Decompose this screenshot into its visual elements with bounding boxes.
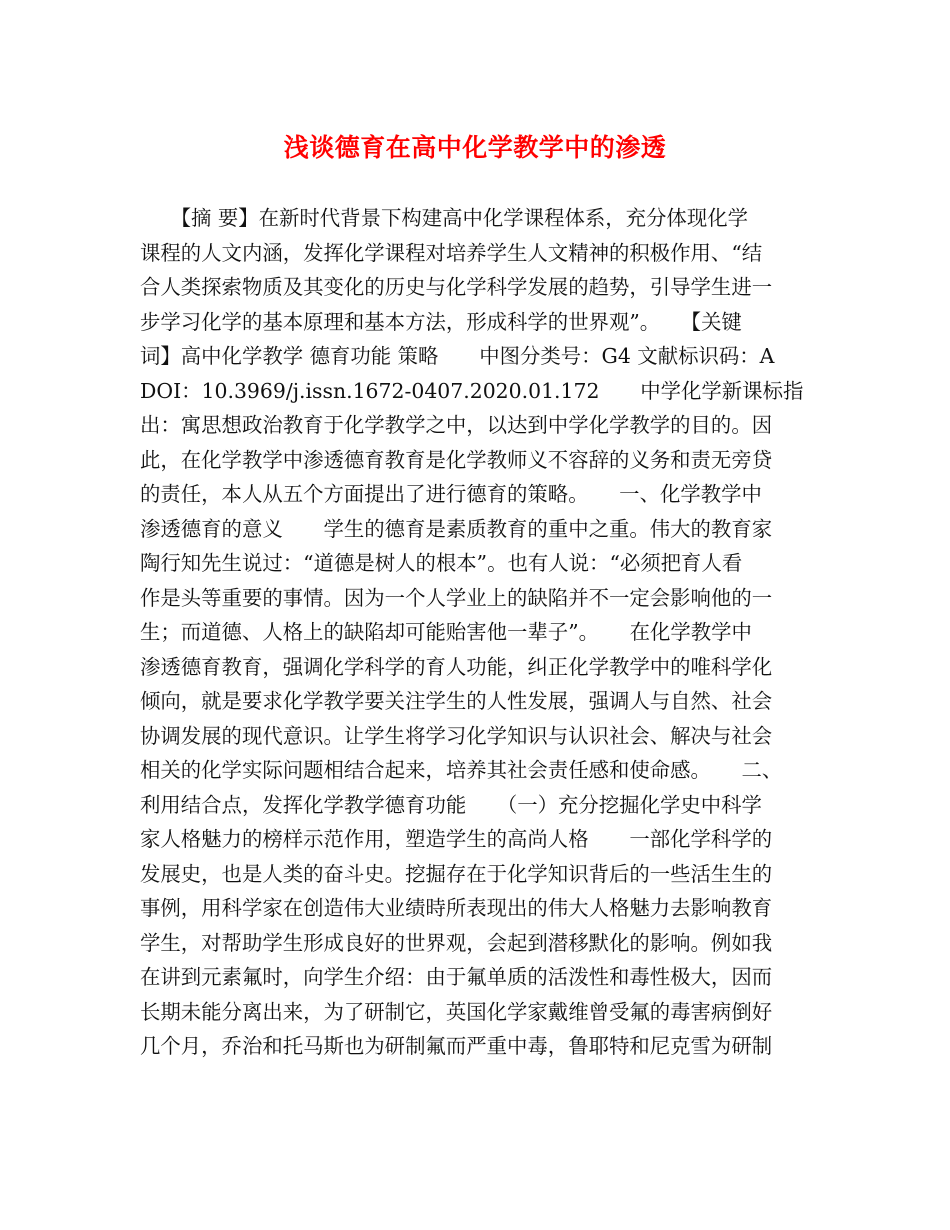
body-text-line: 作是头等重要的事情。因为一个人学业上的缺陷并不一定会影响他的一 [140, 585, 773, 610]
body-text-line: 协调发展的现代意识。让学生将学习化学知识与认识社会、解决与社会 [140, 723, 773, 748]
body-text-line: 词】高中化学教学 德育功能 策略 中图分类号：G4 文献标识码：A [140, 344, 775, 368]
body-text-line: 的责任，本人从五个方面提出了进行德育的策略。 一、化学教学中 [140, 482, 762, 506]
body-text-line: 课程的人文内涵，发挥化学课程对培养学生人文精神的积极作用、“结 [140, 240, 763, 265]
body-text-line: 【摘 要】在新时代背景下构建高中化学课程体系，充分体现化学 [140, 206, 748, 230]
body-text-line: 事例，用科学家在创造伟大业绩時所表现出的伟大人格魅力去影响教育 [140, 896, 773, 920]
body-text-line: DOI：10.3969/j.issn.1672-0407.2020.01.172 中学化学新课标指 [140, 378, 804, 403]
document-title: 浅谈德育在高中化学教学中的渗透 [283, 133, 667, 162]
body-text-line: 步学习化学的基本原理和基本方法，形成科学的世界观”。 【关键 [140, 309, 742, 334]
body-text-line: 渗透德育教育，强调化学科学的育人功能，纠正化学教学中的唯科学化 [140, 654, 773, 679]
body-text-line: 相关的化学实际问题相结合起来，培养其社会责任感和使命感。 二、 [140, 758, 783, 782]
body-text-line: 在讲到元素氟时，向学生介绍：由于氟单质的活泼性和毒性极大，因而 [140, 965, 773, 989]
body-text-line: 此，在化学教学中渗透德育教育是化学教师义不容辞的义务和责无旁贷 [140, 447, 773, 472]
body-text-line: 家人格魅力的榜样示范作用，塑造学生的高尚人格 一部化学科学的 [140, 827, 773, 851]
document-body [140, 201, 830, 1064]
body-text-line: 生；而道德、人格上的缺陷却可能贻害他一辈子”。 在化学教学中 [140, 620, 752, 644]
body-text-line: 出：寓思想政治教育于化学教学之中，以达到中学化学教学的目的。因 [140, 413, 773, 437]
body-text-line: 几个月，乔治和托马斯也为研制氟而严重中毒，鲁耶特和尼克雪为研制 [140, 1034, 773, 1058]
body-text-line: 长期未能分离出来，为了研制它，英国化学家戴维曾受氟的毒害病倒好 [140, 999, 773, 1024]
body-text-line: 渗透德育的意义 学生的德育是素质教育的重中之重。伟大的教育家 [140, 516, 773, 541]
body-text-line: 合人类探索物质及其变化的历史与化学科学发展的趋势，引导学生进一 [140, 275, 773, 299]
body-text-line: 发展史，也是人类的奋斗史。挖掘存在于化学知识背后的一些活生生的 [140, 861, 773, 886]
body-text-line: 学生，对帮助学生形成良好的世界观，会起到潜移默化的影响。例如我 [140, 930, 773, 955]
body-text-line: 倾向，就是要求化学教学要关注学生的人性发展，强调人与自然、社会 [140, 689, 773, 713]
body-text-line: 陶行知先生说过：“道德是树人的根本”。也有人说：“必须把育人看 [140, 551, 743, 575]
body-text-line: 利用结合点，发挥化学教学德育功能 （一）充分挖掘化学史中科学 [140, 792, 762, 817]
